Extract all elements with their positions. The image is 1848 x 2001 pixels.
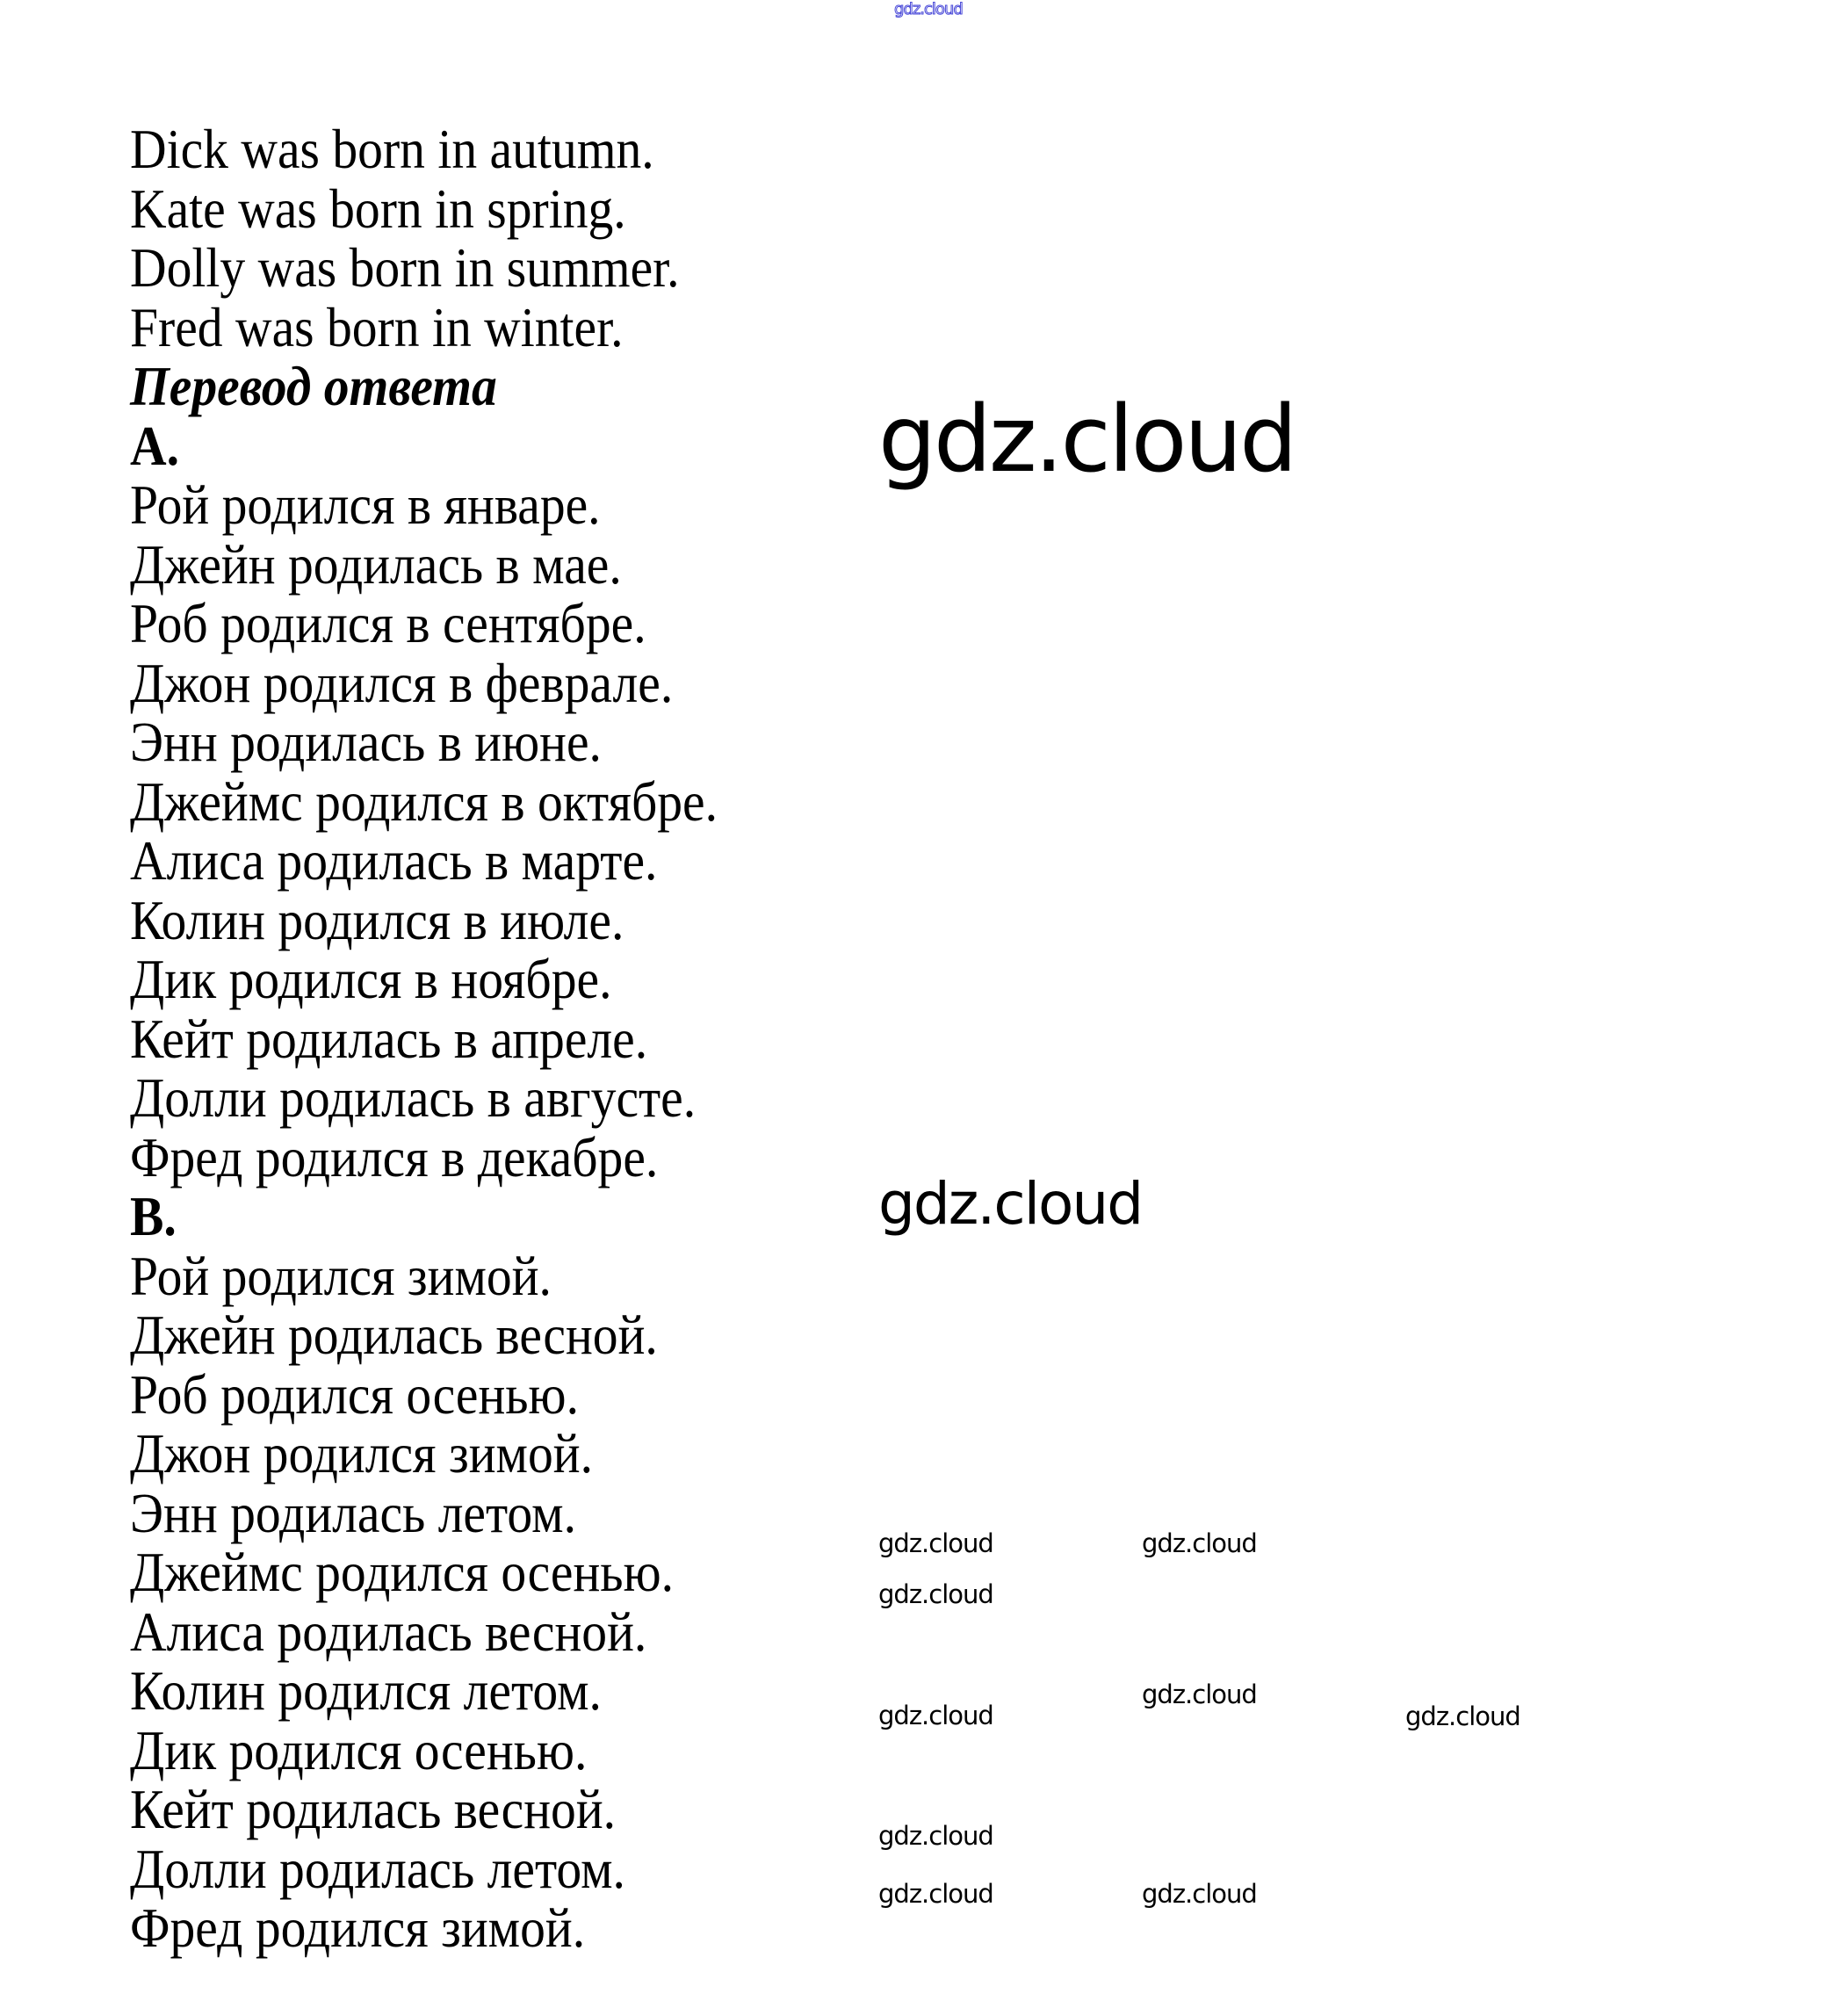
watermark-small: gdz.cloud [878, 1701, 993, 1730]
section-b-line: Колин родился летом. [130, 1659, 602, 1722]
section-a-line: Кейт родилась в апреле. [130, 1007, 648, 1070]
section-a-line: Джейн родилась в мае. [130, 532, 622, 596]
section-b-line: Долли родилась летом. [130, 1837, 625, 1900]
section-a-line: Колин родился в июле. [130, 888, 624, 951]
section-b-line: Фред родился зимой. [130, 1896, 586, 1959]
english-line: Fred was born in winter. [130, 295, 624, 358]
section-b-line: Энн родилась летом. [130, 1481, 576, 1544]
section-a-line: Алиса родилась в марте. [130, 829, 658, 892]
section-b-line: Джейн родилась весной. [130, 1304, 658, 1366]
watermark-top: gdz.cloud [894, 0, 963, 18]
section-b-line: Джеймс родился осенью. [130, 1541, 675, 1603]
section-a-line: Фред родился в декабре. [130, 1125, 659, 1188]
watermark-small: gdz.cloud [1142, 1528, 1257, 1558]
english-line: Dick was born in autumn. [130, 118, 654, 180]
section-b-line: Роб родился осенью. [130, 1362, 579, 1426]
english-line: Kate was born in spring. [130, 177, 626, 240]
section-b-line: Дик родился осенью. [130, 1718, 588, 1781]
section-a-line: Роб родился в сентябре. [130, 592, 646, 654]
section-a-line: Дик родился в ноябре. [130, 948, 612, 1010]
translation-heading: Перевод ответа [130, 355, 497, 417]
watermark-medium: gdz.cloud [878, 1170, 1143, 1238]
section-a-line: Джон родился в феврале. [130, 651, 674, 714]
section-a-line: Рой родился в январе. [130, 473, 601, 536]
section-b-label: B. [130, 1185, 177, 1247]
section-b-line: Кейт родилась весной. [130, 1778, 617, 1840]
english-line: Dolly was born in summer. [130, 236, 680, 299]
section-a-label: A. [130, 414, 179, 477]
watermark-small: gdz.cloud [1142, 1680, 1257, 1709]
section-a-line: Долли родилась в августе. [130, 1066, 697, 1129]
watermark-large: gdz.cloud [878, 386, 1296, 493]
watermark-small: gdz.cloud [878, 1879, 993, 1909]
section-b-line: Алиса родилась весной. [130, 1600, 647, 1663]
section-a-line: Джеймс родился в октябре. [130, 769, 718, 833]
watermark-small: gdz.cloud [878, 1821, 993, 1851]
watermark-small: gdz.cloud [1142, 1879, 1257, 1909]
section-b-line: Джон родился зимой. [130, 1422, 594, 1484]
section-a-line: Энн родилась в июне. [130, 711, 602, 773]
watermark-small: gdz.cloud [878, 1528, 993, 1558]
document-body [130, 119, 718, 1958]
watermark-small: gdz.cloud [878, 1579, 993, 1609]
watermark-small: gdz.cloud [1405, 1701, 1520, 1731]
section-b-line: Рой родился зимой. [130, 1244, 552, 1307]
